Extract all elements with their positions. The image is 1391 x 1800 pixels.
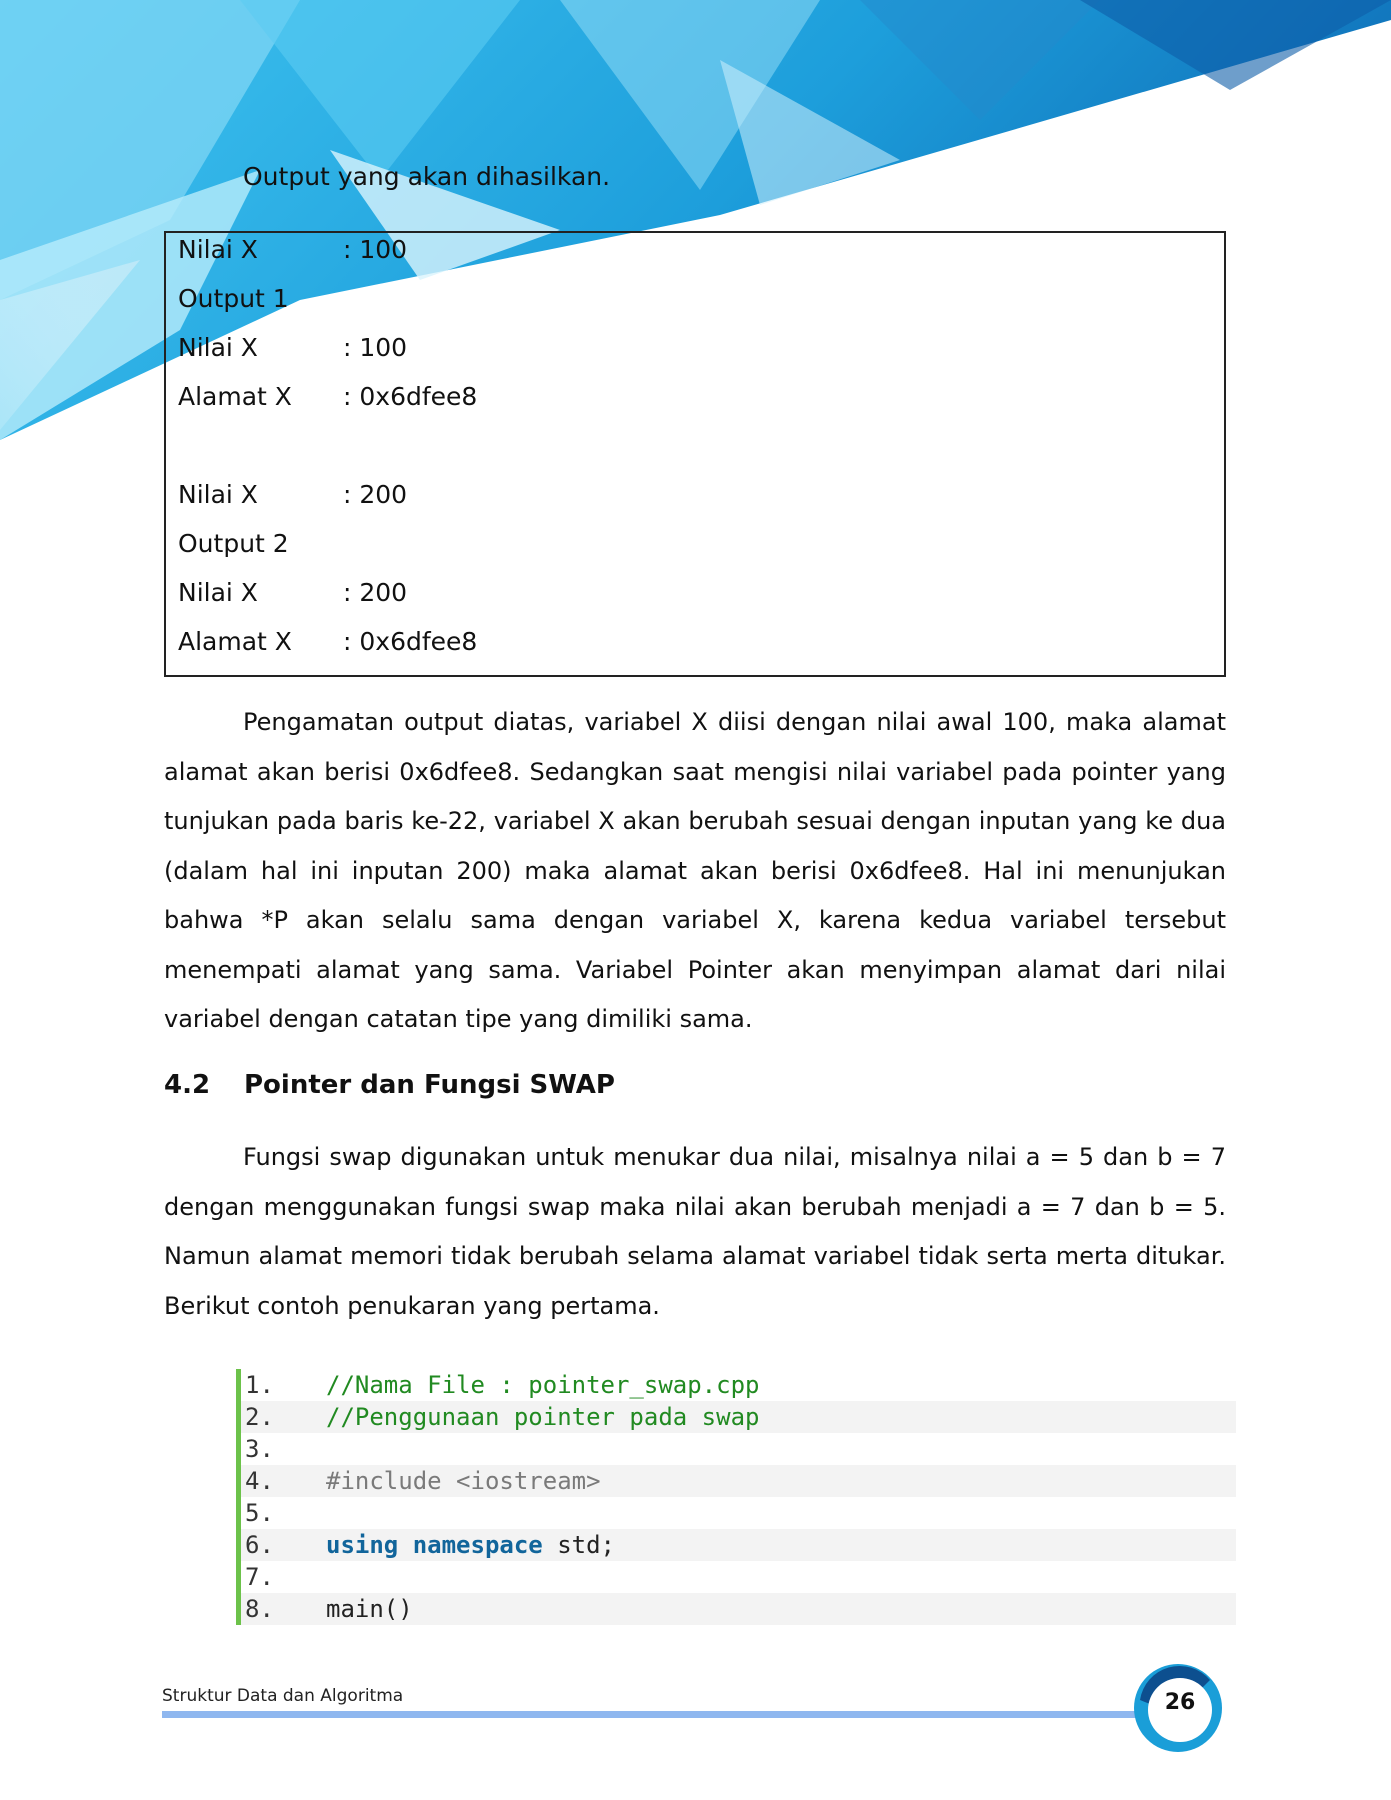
line-number: 1. <box>245 1371 274 1399</box>
section-heading <box>164 1070 615 1100</box>
output-row <box>178 284 343 313</box>
output-key: Output 1 <box>178 284 289 313</box>
output-value: : 200 <box>343 578 408 607</box>
line-number: 6. <box>245 1531 274 1559</box>
output-row <box>178 382 477 411</box>
output-row <box>178 529 343 558</box>
footer-title: Struktur Data dan Algoritma <box>162 1686 404 1706</box>
section-number: 4.2 <box>164 1070 211 1100</box>
output-key: Nilai X <box>178 333 258 362</box>
code-text: #include <iostream> <box>326 1467 601 1495</box>
output-key: Output 2 <box>178 529 289 558</box>
line-number: 8. <box>245 1595 274 1623</box>
line-number: 7. <box>245 1563 274 1591</box>
output-key: Nilai X <box>178 578 258 607</box>
output-key: Alamat X <box>178 627 292 656</box>
intro-text: Output yang akan dihasilkan. <box>243 162 611 191</box>
code-text: //Penggunaan pointer pada swap <box>326 1403 760 1431</box>
output-key: Alamat X <box>178 382 292 411</box>
code-line <box>241 1497 1236 1529</box>
output-box <box>164 231 1226 677</box>
line-number: 4. <box>245 1467 274 1495</box>
output-value: : 0x6dfee8 <box>343 627 478 656</box>
code-line <box>241 1401 1236 1433</box>
code-line <box>241 1561 1236 1593</box>
output-value: : 200 <box>343 480 408 509</box>
paragraph-observation <box>164 698 1226 1045</box>
output-key: Nilai X <box>178 235 258 264</box>
code-keyword: using namespace <box>326 1531 543 1559</box>
section-title: Pointer dan Fungsi SWAP <box>244 1070 615 1100</box>
paragraph-observation-text: Pengamatan output diatas, variabel X diisi dengan nilai awal 100, maka alamat alamat akan berisi 0x6dfee8. Sedangkan saat mengisi nilai variabel pada pointer yang tunjukan pada baris ke-22, variabel X akan berubah sesuai dengan inputan yang ke dua (dalam hal ini inputan 200) maka alamat akan berisi 0x6dfee8. Hal ini menunjukan bahwa *P akan selalu sama dengan variabel X, karena kedua variabel tersebut menempati alamat yang sama. Variabel Pointer akan menyimpan alamat dari nilai variabel dengan catatan tipe yang dimiliki sama. <box>164 708 1226 1033</box>
output-row <box>178 235 407 264</box>
code-text: //Nama File : pointer_swap.cpp <box>326 1371 760 1399</box>
code-block <box>236 1369 1236 1625</box>
output-row <box>178 627 477 656</box>
line-number: 5. <box>245 1499 274 1527</box>
output-row <box>178 333 407 362</box>
code-line <box>241 1433 1236 1465</box>
output-key: Nilai X <box>178 480 258 509</box>
paragraph-swap-text: Fungsi swap digunakan untuk menukar dua nilai, misalnya nilai a = 5 dan b = 7 dengan menggunakan fungsi swap maka nilai akan berubah menjadi a = 7 dan b = 5. Namun alamat memori tidak berubah selama alamat variabel tidak serta merta ditukar. Berikut contoh penukaran yang pertama. <box>164 1143 1226 1320</box>
output-row <box>178 480 407 509</box>
code-line <box>241 1529 1236 1561</box>
output-value: : 100 <box>343 235 408 264</box>
code-text: main() <box>326 1595 413 1623</box>
page-number: 26 <box>1164 1690 1196 1715</box>
line-number: 2. <box>245 1403 274 1431</box>
footer-bar <box>162 1711 1137 1718</box>
line-number: 3. <box>245 1435 274 1463</box>
output-row <box>178 578 407 607</box>
paragraph-swap <box>164 1133 1226 1331</box>
code-line <box>241 1593 1236 1625</box>
output-value: : 100 <box>343 333 408 362</box>
code-line <box>241 1465 1236 1497</box>
code-line <box>241 1369 1236 1401</box>
output-value: : 0x6dfee8 <box>343 382 478 411</box>
code-text: std; <box>542 1531 615 1559</box>
